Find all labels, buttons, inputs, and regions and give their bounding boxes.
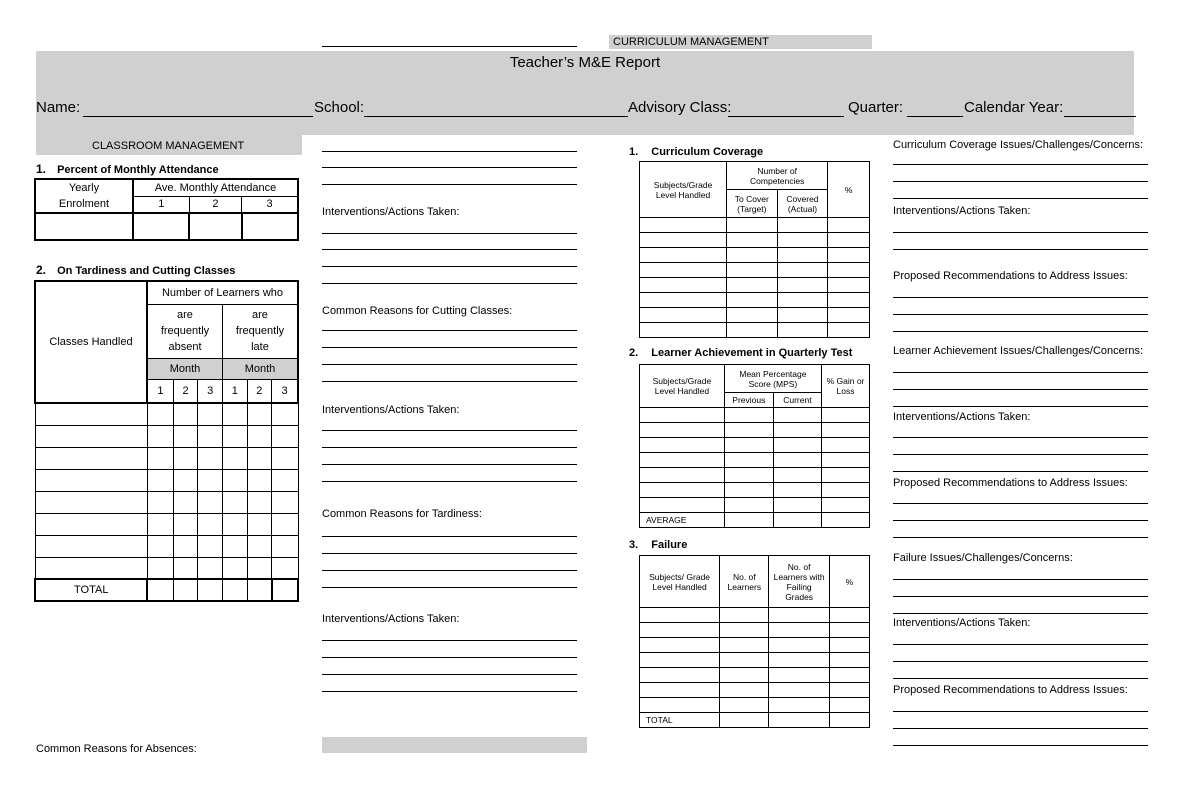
table-cell[interactable] bbox=[247, 469, 272, 491]
table-cell[interactable] bbox=[35, 491, 147, 513]
table-cell[interactable] bbox=[272, 469, 298, 491]
f-issues-label: Failure Issues/Challenges/Concerns: bbox=[893, 552, 1073, 564]
classes-handled-header: Classes Handled bbox=[35, 281, 147, 403]
table-cell[interactable] bbox=[777, 233, 828, 248]
blank-line[interactable] bbox=[322, 691, 577, 692]
cc-issues-label: Curriculum Coverage Issues/Challenges/Concerns: bbox=[893, 139, 1144, 151]
table-cell[interactable] bbox=[822, 468, 870, 483]
advisory-class-field[interactable] bbox=[728, 116, 844, 117]
f-proposed-label: Proposed Recommendations to Address Issues: bbox=[893, 684, 1128, 696]
table-cell[interactable] bbox=[828, 263, 870, 278]
month-1-header: 1 bbox=[133, 196, 189, 213]
table-cell[interactable] bbox=[822, 453, 870, 468]
table-cell[interactable] bbox=[822, 423, 870, 438]
table-cell[interactable] bbox=[829, 623, 869, 638]
table-cell[interactable] bbox=[35, 447, 147, 469]
cc-subjects-header: Subjects/Grade Level Handled bbox=[640, 162, 727, 218]
total-cell[interactable] bbox=[247, 579, 272, 601]
blank-line[interactable] bbox=[893, 249, 1148, 250]
blank-line[interactable] bbox=[893, 613, 1148, 614]
table-cell[interactable] bbox=[773, 468, 821, 483]
late-month-header: Month bbox=[222, 358, 298, 379]
learner-achievement-heading: 2. Learner Achievement in Quarterly Test bbox=[629, 347, 853, 359]
table-cell[interactable] bbox=[822, 498, 870, 513]
table-cell[interactable] bbox=[720, 653, 769, 668]
cc-covered-header: Covered (Actual) bbox=[777, 190, 828, 218]
blank-line[interactable] bbox=[893, 745, 1148, 746]
name-label: Name: bbox=[36, 99, 81, 116]
table-cell[interactable] bbox=[720, 668, 769, 683]
blank-line[interactable] bbox=[322, 570, 577, 571]
table-cell[interactable] bbox=[198, 513, 223, 535]
table-cell[interactable] bbox=[272, 513, 298, 535]
table-cell[interactable] bbox=[773, 483, 821, 498]
curriculum-coverage-table bbox=[639, 161, 870, 338]
advisory-class-label: Advisory Class: bbox=[628, 99, 732, 116]
table-cell[interactable] bbox=[773, 453, 821, 468]
table-cell[interactable] bbox=[773, 498, 821, 513]
table-cell[interactable] bbox=[720, 698, 769, 713]
table-cell[interactable] bbox=[247, 557, 272, 579]
table-cell[interactable] bbox=[727, 218, 778, 233]
table-cell[interactable] bbox=[247, 403, 272, 425]
blank-line[interactable] bbox=[322, 347, 577, 348]
blank-line[interactable] bbox=[322, 430, 577, 431]
table-cell[interactable] bbox=[247, 491, 272, 513]
table-cell[interactable] bbox=[147, 557, 173, 579]
attendance-cell-2[interactable] bbox=[189, 213, 242, 240]
table-cell[interactable] bbox=[198, 447, 223, 469]
table-cell[interactable] bbox=[773, 438, 821, 453]
table-cell[interactable] bbox=[173, 557, 198, 579]
table-cell[interactable] bbox=[640, 408, 725, 423]
blank-line[interactable] bbox=[893, 711, 1148, 712]
table-cell[interactable] bbox=[640, 483, 725, 498]
table-cell[interactable] bbox=[272, 403, 298, 425]
blank-line[interactable] bbox=[322, 184, 577, 185]
footer-gray-bar bbox=[322, 737, 587, 753]
table-cell[interactable] bbox=[35, 403, 147, 425]
blank-line[interactable] bbox=[322, 553, 577, 554]
blank-line[interactable] bbox=[322, 364, 577, 365]
table-cell[interactable] bbox=[147, 425, 173, 447]
monthly-attendance-table bbox=[34, 178, 299, 241]
table-cell[interactable] bbox=[640, 323, 727, 338]
table-cell[interactable] bbox=[640, 623, 720, 638]
table-cell[interactable] bbox=[640, 263, 727, 278]
blank-line[interactable] bbox=[893, 314, 1148, 315]
table-cell[interactable] bbox=[198, 491, 223, 513]
number-of-learners-header: Number of Learners who bbox=[147, 281, 298, 304]
table-cell[interactable] bbox=[828, 308, 870, 323]
table-cell[interactable] bbox=[724, 453, 773, 468]
blank-line[interactable] bbox=[893, 520, 1148, 521]
table-cell[interactable] bbox=[828, 323, 870, 338]
blank-line[interactable] bbox=[893, 389, 1148, 390]
blank-line[interactable] bbox=[893, 164, 1148, 165]
table-cell[interactable] bbox=[247, 447, 272, 469]
table-cell[interactable] bbox=[769, 713, 829, 728]
table-cell[interactable] bbox=[272, 447, 298, 469]
table-cell[interactable] bbox=[724, 423, 773, 438]
table-cell[interactable] bbox=[724, 408, 773, 423]
blank-line[interactable] bbox=[322, 167, 577, 168]
la-previous-header: Previous bbox=[724, 393, 773, 408]
interventions-label-3: Interventions/Actions Taken: bbox=[322, 613, 460, 625]
table-cell[interactable] bbox=[822, 438, 870, 453]
table-cell[interactable] bbox=[640, 638, 720, 653]
blank-line[interactable] bbox=[322, 330, 577, 331]
blank-line[interactable] bbox=[322, 249, 577, 250]
month-3-header: 3 bbox=[242, 196, 298, 213]
cc-interventions-label: Interventions/Actions Taken: bbox=[893, 205, 1031, 217]
table-cell[interactable] bbox=[773, 513, 821, 528]
total-label: TOTAL bbox=[35, 579, 147, 601]
table-cell[interactable] bbox=[777, 308, 828, 323]
table-cell[interactable] bbox=[769, 683, 829, 698]
table-cell[interactable] bbox=[198, 403, 223, 425]
calendar-year-label: Calendar Year: bbox=[964, 99, 1064, 116]
table-cell[interactable] bbox=[272, 491, 298, 513]
blank-line[interactable] bbox=[893, 437, 1148, 438]
blank-line[interactable] bbox=[893, 644, 1148, 645]
quarter-field[interactable] bbox=[907, 116, 963, 117]
table-cell[interactable] bbox=[198, 469, 223, 491]
cc-to-cover-header: To Cover (Target) bbox=[727, 190, 778, 218]
table-cell[interactable] bbox=[829, 713, 869, 728]
la-interventions-label: Interventions/Actions Taken: bbox=[893, 411, 1031, 423]
blank-line[interactable] bbox=[322, 464, 577, 465]
table-cell[interactable] bbox=[222, 447, 247, 469]
late-m3: 3 bbox=[272, 379, 298, 403]
classroom-management-heading: CLASSROOM MANAGEMENT bbox=[92, 140, 245, 152]
table-cell[interactable] bbox=[35, 513, 147, 535]
table-cell[interactable] bbox=[35, 425, 147, 447]
table-cell[interactable] bbox=[724, 438, 773, 453]
table-cell[interactable] bbox=[640, 668, 720, 683]
total-cell[interactable] bbox=[222, 579, 247, 601]
table-cell[interactable] bbox=[173, 491, 198, 513]
failure-table bbox=[639, 555, 870, 728]
table-cell[interactable] bbox=[777, 293, 828, 308]
table-cell[interactable] bbox=[773, 423, 821, 438]
blank-line[interactable] bbox=[893, 579, 1148, 580]
total-cell[interactable] bbox=[147, 579, 173, 601]
la-average-label: AVERAGE bbox=[640, 513, 725, 528]
table-cell[interactable] bbox=[640, 248, 727, 263]
table-cell[interactable] bbox=[147, 513, 173, 535]
absent-m3: 3 bbox=[198, 379, 223, 403]
table-cell[interactable] bbox=[640, 468, 725, 483]
late-m1: 1 bbox=[222, 379, 247, 403]
blank-line[interactable] bbox=[322, 447, 577, 448]
table-cell[interactable] bbox=[35, 557, 147, 579]
table-cell[interactable] bbox=[222, 469, 247, 491]
blank-line[interactable] bbox=[893, 728, 1148, 729]
f-failing-header: No. of Learners with Failing Grades bbox=[769, 556, 829, 608]
table-cell[interactable] bbox=[147, 491, 173, 513]
absent-month-header: Month bbox=[147, 358, 222, 379]
table-cell[interactable] bbox=[727, 248, 778, 263]
table-cell[interactable] bbox=[640, 423, 725, 438]
table-cell[interactable] bbox=[720, 638, 769, 653]
learner-achievement-table bbox=[639, 364, 870, 528]
f-subjects-header: Subjects/ Grade Level Handled bbox=[640, 556, 720, 608]
table-cell[interactable] bbox=[828, 248, 870, 263]
blank-line[interactable] bbox=[893, 372, 1148, 373]
table-cell[interactable] bbox=[173, 425, 198, 447]
curriculum-coverage-heading: 1. Curriculum Coverage bbox=[629, 146, 764, 158]
la-mps-header: Mean Percentage Score (MPS) bbox=[724, 365, 821, 393]
blank-line[interactable] bbox=[893, 331, 1148, 332]
total-cell[interactable] bbox=[173, 579, 198, 601]
top-blank-line bbox=[322, 46, 577, 47]
absent-m1: 1 bbox=[147, 379, 173, 403]
curriculum-management-label: CURRICULUM MANAGEMENT bbox=[613, 36, 769, 48]
table-cell[interactable] bbox=[769, 638, 829, 653]
table-cell[interactable] bbox=[822, 408, 870, 423]
table-cell[interactable] bbox=[829, 638, 869, 653]
blank-line[interactable] bbox=[893, 454, 1148, 455]
table-cell[interactable] bbox=[198, 535, 223, 557]
frequently-absent-header: are frequently absent bbox=[147, 304, 222, 358]
table-cell[interactable] bbox=[198, 557, 223, 579]
name-field[interactable] bbox=[83, 116, 313, 117]
table-cell[interactable] bbox=[769, 623, 829, 638]
attendance-cell-1[interactable] bbox=[133, 213, 189, 240]
table-cell[interactable] bbox=[640, 233, 727, 248]
interventions-label-2: Interventions/Actions Taken: bbox=[322, 404, 460, 416]
la-proposed-label: Proposed Recommendations to Address Issues: bbox=[893, 477, 1128, 489]
table-cell[interactable] bbox=[769, 653, 829, 668]
f-total-label: TOTAL bbox=[640, 713, 720, 728]
table-cell[interactable] bbox=[173, 447, 198, 469]
table-cell[interactable] bbox=[769, 698, 829, 713]
late-m2: 2 bbox=[247, 379, 272, 403]
common-reasons-absences-label: Common Reasons for Absences: bbox=[36, 743, 197, 755]
table-cell[interactable] bbox=[727, 278, 778, 293]
table-cell[interactable] bbox=[198, 425, 223, 447]
enrolment-cell[interactable] bbox=[35, 213, 133, 240]
tardiness-rows bbox=[35, 403, 298, 601]
table-cell[interactable] bbox=[640, 308, 727, 323]
table-cell[interactable] bbox=[222, 513, 247, 535]
total-cell[interactable] bbox=[272, 579, 298, 601]
table-cell[interactable] bbox=[828, 218, 870, 233]
table-cell[interactable] bbox=[247, 513, 272, 535]
table-cell[interactable] bbox=[173, 403, 198, 425]
blank-line[interactable] bbox=[893, 297, 1148, 298]
ave-monthly-attendance-header: Ave. Monthly Attendance bbox=[133, 179, 298, 196]
blank-line[interactable] bbox=[893, 198, 1148, 199]
table-cell[interactable] bbox=[727, 263, 778, 278]
table-cell[interactable] bbox=[828, 278, 870, 293]
blank-line[interactable] bbox=[893, 503, 1148, 504]
table-cell[interactable] bbox=[222, 535, 247, 557]
table-cell[interactable] bbox=[147, 469, 173, 491]
f-interventions-label: Interventions/Actions Taken: bbox=[893, 617, 1031, 629]
table-cell[interactable] bbox=[147, 447, 173, 469]
school-field[interactable] bbox=[364, 116, 628, 117]
blank-line[interactable] bbox=[893, 661, 1148, 662]
table-cell[interactable] bbox=[829, 683, 869, 698]
tardiness-table bbox=[34, 280, 299, 602]
total-cell[interactable] bbox=[198, 579, 223, 601]
table-cell[interactable] bbox=[822, 513, 870, 528]
la-current-header: Current bbox=[773, 393, 821, 408]
tardiness-reasons-label: Common Reasons for Tardiness: bbox=[322, 508, 482, 520]
table-cell[interactable] bbox=[822, 483, 870, 498]
table-cell[interactable] bbox=[720, 608, 769, 623]
table-cell[interactable] bbox=[272, 557, 298, 579]
school-label: School: bbox=[314, 99, 365, 116]
table-cell[interactable] bbox=[640, 438, 725, 453]
curriculum-management-banner bbox=[609, 35, 872, 49]
blank-line[interactable] bbox=[322, 674, 577, 675]
table-cell[interactable] bbox=[724, 513, 773, 528]
table-cell[interactable] bbox=[35, 469, 147, 491]
failure-heading: 3. Failure bbox=[629, 539, 688, 551]
table-cell[interactable] bbox=[727, 323, 778, 338]
f-learners-header: No. of Learners bbox=[720, 556, 769, 608]
table-cell[interactable] bbox=[222, 425, 247, 447]
table-cell[interactable] bbox=[272, 425, 298, 447]
table-cell[interactable] bbox=[727, 233, 778, 248]
blank-line[interactable] bbox=[322, 657, 577, 658]
section-2-heading: 2. On Tardiness and Cutting Classes bbox=[36, 263, 236, 277]
table-cell[interactable] bbox=[640, 278, 727, 293]
table-cell[interactable] bbox=[222, 491, 247, 513]
table-cell[interactable] bbox=[724, 468, 773, 483]
cc-proposed-label: Proposed Recommendations to Address Issues: bbox=[893, 270, 1128, 282]
blank-line[interactable] bbox=[322, 233, 577, 234]
table-cell[interactable] bbox=[222, 403, 247, 425]
table-cell[interactable] bbox=[777, 218, 828, 233]
table-cell[interactable] bbox=[640, 653, 720, 668]
table-cell[interactable] bbox=[247, 425, 272, 447]
header-fields bbox=[36, 99, 1136, 119]
frequently-late-header: are frequently late bbox=[222, 304, 298, 358]
table-cell[interactable] bbox=[272, 535, 298, 557]
table-cell[interactable] bbox=[773, 408, 821, 423]
table-cell[interactable] bbox=[769, 668, 829, 683]
section-1-heading: 1. Percent of Monthly Attendance bbox=[36, 162, 219, 176]
table-cell[interactable] bbox=[720, 623, 769, 638]
blank-line[interactable] bbox=[893, 471, 1148, 472]
table-cell[interactable] bbox=[829, 668, 869, 683]
blank-line[interactable] bbox=[322, 536, 577, 537]
quarter-label: Quarter: bbox=[848, 99, 904, 116]
absent-m2: 2 bbox=[173, 379, 198, 403]
attendance-cell-3[interactable] bbox=[242, 213, 298, 240]
table-cell[interactable] bbox=[720, 683, 769, 698]
cc-number-of-header: Number of Competencies bbox=[727, 162, 828, 190]
cc-pct-header: % bbox=[828, 162, 870, 218]
table-cell[interactable] bbox=[640, 608, 720, 623]
table-cell[interactable] bbox=[724, 498, 773, 513]
table-cell[interactable] bbox=[640, 453, 725, 468]
table-cell[interactable] bbox=[829, 698, 869, 713]
table-cell[interactable] bbox=[777, 263, 828, 278]
blank-line[interactable] bbox=[893, 406, 1148, 407]
table-cell[interactable] bbox=[147, 535, 173, 557]
la-subjects-header: Subjects/Grade Level Handled bbox=[640, 365, 725, 408]
yearly-enrolment-header: Yearly Enrolment bbox=[35, 179, 133, 213]
calendar-year-field[interactable] bbox=[1064, 116, 1136, 117]
table-cell[interactable] bbox=[147, 403, 173, 425]
blank-line[interactable] bbox=[322, 266, 577, 267]
table-cell[interactable] bbox=[727, 308, 778, 323]
table-cell[interactable] bbox=[222, 557, 247, 579]
la-gain-header: % Gain or Loss bbox=[822, 365, 870, 408]
blank-line[interactable] bbox=[893, 596, 1148, 597]
table-cell[interactable] bbox=[727, 293, 778, 308]
table-cell[interactable] bbox=[724, 483, 773, 498]
table-cell[interactable] bbox=[173, 535, 198, 557]
table-cell[interactable] bbox=[828, 293, 870, 308]
table-cell[interactable] bbox=[777, 248, 828, 263]
table-cell[interactable] bbox=[829, 608, 869, 623]
table-cell[interactable] bbox=[640, 698, 720, 713]
table-cell[interactable] bbox=[173, 469, 198, 491]
blank-line[interactable] bbox=[322, 381, 577, 382]
la-issues-label: Learner Achievement Issues/Challenges/Concerns: bbox=[893, 345, 1144, 357]
table-cell[interactable] bbox=[640, 498, 725, 513]
cutting-classes-label: Common Reasons for Cutting Classes: bbox=[322, 305, 513, 317]
table-cell[interactable] bbox=[640, 293, 727, 308]
blank-line[interactable] bbox=[893, 537, 1148, 538]
blank-line[interactable] bbox=[322, 481, 577, 482]
table-cell[interactable] bbox=[640, 218, 727, 233]
blank-line[interactable] bbox=[322, 640, 577, 641]
table-cell[interactable] bbox=[720, 713, 769, 728]
table-cell[interactable] bbox=[173, 513, 198, 535]
table-cell[interactable] bbox=[35, 535, 147, 557]
table-cell[interactable] bbox=[640, 683, 720, 698]
page-title: Teacher’s M&E Report bbox=[509, 54, 661, 71]
table-cell[interactable] bbox=[777, 323, 828, 338]
table-cell[interactable] bbox=[828, 233, 870, 248]
table-cell[interactable] bbox=[769, 608, 829, 623]
blank-line[interactable] bbox=[322, 283, 577, 284]
blank-line[interactable] bbox=[322, 587, 577, 588]
month-2-header: 2 bbox=[189, 196, 242, 213]
table-cell[interactable] bbox=[247, 535, 272, 557]
table-cell[interactable] bbox=[829, 653, 869, 668]
blank-line[interactable] bbox=[893, 678, 1148, 679]
f-pct-header: % bbox=[829, 556, 869, 608]
blank-line[interactable] bbox=[322, 151, 577, 152]
blank-line[interactable] bbox=[893, 181, 1148, 182]
interventions-label-1: Interventions/Actions Taken: bbox=[322, 206, 460, 218]
table-cell[interactable] bbox=[777, 278, 828, 293]
blank-line[interactable] bbox=[893, 232, 1148, 233]
